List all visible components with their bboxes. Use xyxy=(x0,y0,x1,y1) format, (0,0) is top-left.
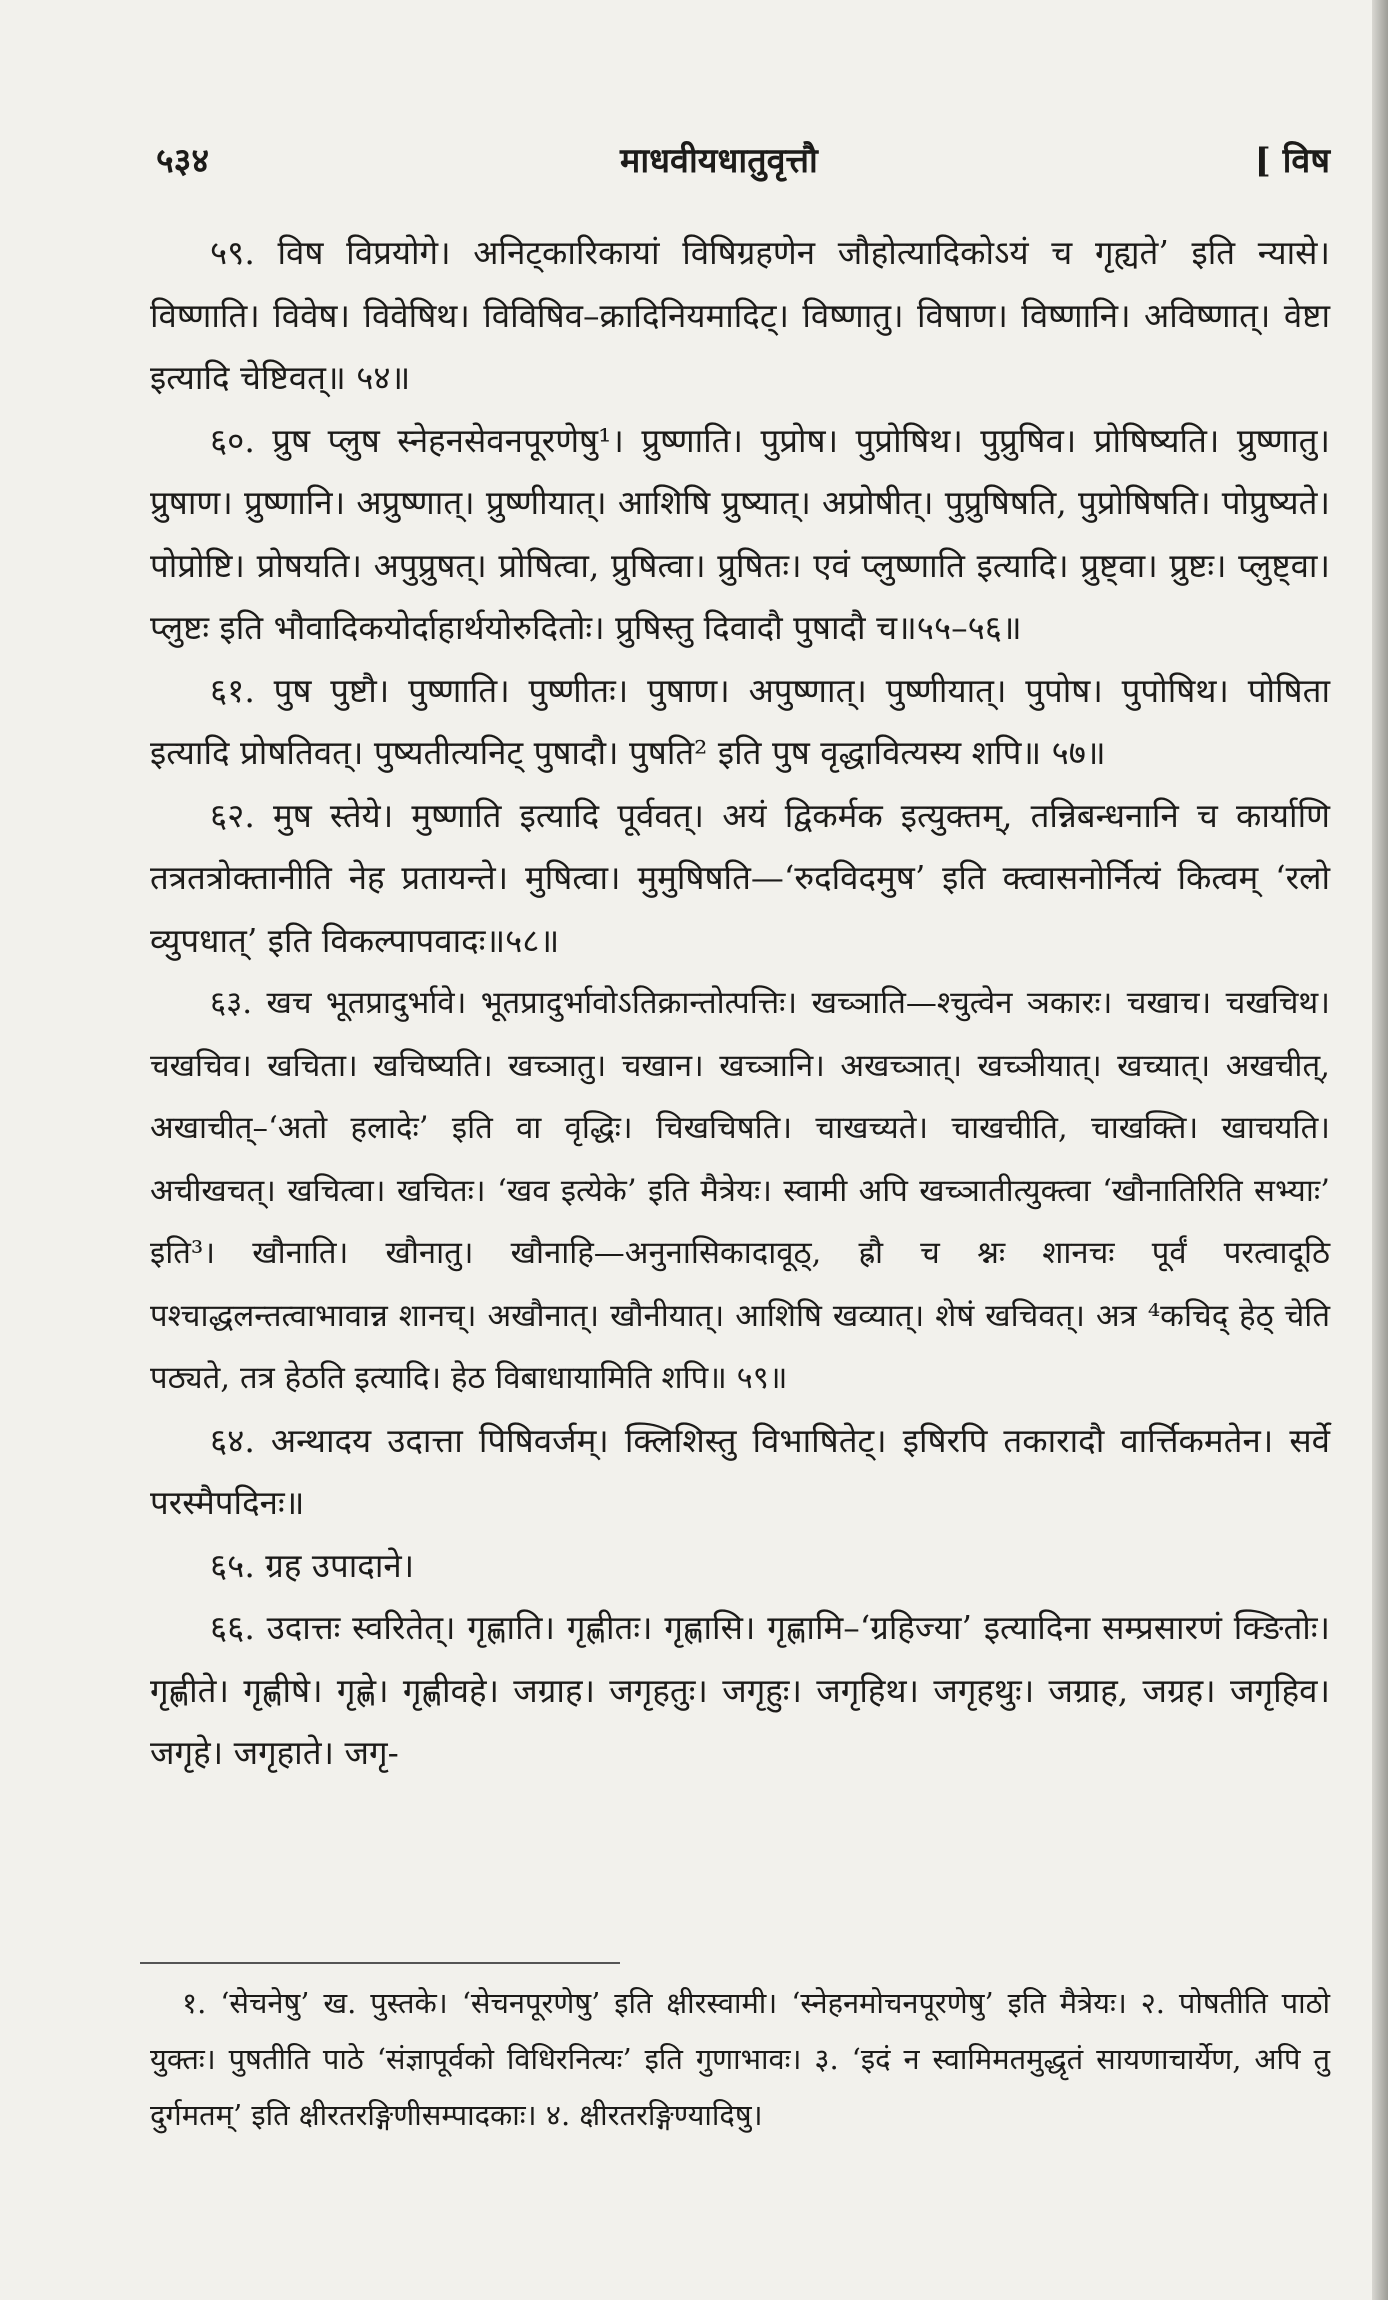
paragraph-60: ६०. प्रुष प्लुष स्नेहनसेवनपूरणेषु¹। प्रुष्णाति। पुप्रोष। पुप्रोषिथ। पुप्रुषिव। प्रोषिष्यति। प्रुष्णातु। प्रुषाण। प्रुष्णानि। अप्रुष्णात्। प्रुष्णीयात्। आशिषि प्रुष्यात्। अप्रोषीत्। पुप्रुषिषति, पुप्रोषिषति। पोप्रुष्यते। पोप्रोष्टि। प्रोषयति। अपुप्रुषत्। प्रोषित्वा, प्रुषित्वा। प्रुषितः। एवं प्लुष्णाति इत्यादि। प्रुष्ट्वा। प्रुष्टः। प्लुष्ट्वा। प्लुष्टः इति भौवादिकयोर्दाहार्थयोरुदितोः। प्रुषिस्तु दिवादौ पुषादौ च॥५५–५६॥ xyxy=(150,420,1330,647)
footnote-text: १. ‘सेचनेषु’ ख. पुस्तके। ‘सेचनपूरणेषु’ इति क्षीरस्वामी। ‘स्नेहनमोचनपूरणेषु’ इति मैत्रेयः। २. पोषतीति पाठो युक्तः। पुषतीति पाठे ‘संज्ञापूर्वको विधिरनित्यः’ इति गुणाभावः। ३. ‘इदं न स्वामिमतमुद्धृतं सायणाचार्येण, अपि तु दुर्गमतम्’ इति क्षीरतरङ्गिणीसम्पादकाः। ४. क्षीरतरङ्गिण्यादिषु। xyxy=(150,1986,1330,2132)
paragraph-61: ६१. पुष पुष्टौ। पुष्णाति। पुष्णीतः। पुषाण। अपुष्णात्। पुष्णीयात्। पुपोष। पुपोषिथ। पोषिता इत्यादि प्रोषतिवत्। पुष्यतीत्यनिट् पुषादौ। पुषति² इति पुष वृद्धावित्यस्य शपि॥ ५७॥ xyxy=(150,670,1330,772)
paragraph-64: ६४. अन्थादय उदात्ता पिषिवर्जम्। क्लिशिस्तु विभाषितेट्। इषिरपि तकारादौ वार्त्तिकमतेन। सर्वे परस्मैपदिनः॥ xyxy=(150,1420,1330,1522)
page-number: ५३४ xyxy=(156,141,210,181)
paragraph-59: ५९. विष विप्रयोगे। अनिट्कारिकायां विषिग्रहणेन जौहोत्यादिकोऽयं च गृह्यते’ इति न्यासे। विष्णाति। विवेष। विवेषिथ। विविषिव–क्रादिनियमादिट्। विष्णातु। विषाण। विष्णानि। अविष्णात्। वेष्टा इत्यादि चेष्टिवत्॥ ५४॥ xyxy=(150,233,1330,397)
page-gutter-shadow xyxy=(1372,0,1388,2300)
main-text xyxy=(150,222,1330,1785)
paragraph-66: ६६. उदात्तः स्वरितेत्। गृह्णाति। गृह्णीतः। गृह्णासि। गृह्णामि–‘ग्रहिज्या’ इत्यादिना सम्प्रसारणं क्ङितोः। गृह्णीते। गृह्णीषे। गृह्णे। गृह्णीवहे। जग्राह। जगृहतुः। जगृहुः। जगृहिथ। जगृहथुः। जग्राह, जग्रह। जगृहिव। जगृहे। जगृहाते। जगृ- xyxy=(150,1608,1330,1772)
footnotes xyxy=(150,1975,1330,2143)
paragraph-62: ६२. मुष स्तेये। मुष्णाति इत्यादि पूर्ववत्। अयं द्विकर्मक इत्युक्तम्, तन्निबन्धनानि च कार्याणि तत्रतत्रोक्तानीति नेह प्रतायन्ते। मुषित्वा। मुमुषिषति—‘रुदविदमुष’ इति क्त्वासनोर्नित्यं कित्वम् ‘रलो व्युपधात्’ इति विकल्पापवादः॥५८॥ xyxy=(150,795,1330,960)
running-title: माधवीयधातुवृत्तौ xyxy=(620,141,818,181)
footnote-separator xyxy=(140,1962,620,1964)
paragraph-63: ६३. खच भूतप्रादुर्भावे। भूतप्रादुर्भावोऽतिक्रान्तोत्पत्तिः। खच्ञाति—श्चुत्वेन ञकारः। चखाच। चखचिथ। चखचिव। खचिता। खचिष्यति। खच्ञातु। चखान। खच्ञानि। अखच्ञात्। खच्ञीयात्। खच्यात्। अखचीत्, अखाचीत्–‘अतो हलादेः’ इति वा वृद्धिः। चिखचिषति। चाखच्यते। चाखचीति, चाखक्ति। खाचयति। अचीखचत्। खचित्वा। खचितः। ‘खव इत्येके’ इति मैत्रेयः। स्वामी अपि खच्ञातीत्युक्त्वा ‘खौनातिरिति सभ्याः’ इति³। खौनाति। खौनातु। खौनाहि—अनुनासिकादावूठ्, ह्रौ च श्नः शानचः पूर्वं परत्वादूठि पश्चाद्धलन्तत्वाभावान्न शानच्। अखौनात्। खौनीयात्। आशिषि खव्यात्। शेषं खचिवत्। अत्र ⁴कचिद् हेठ् चेति पठ्यते, तत्र हेठति इत्यादि। हेठ विबाधायामिति शपि॥ ५९॥ xyxy=(150,985,1330,1396)
running-header-right: [ विष xyxy=(1254,141,1330,181)
running-header xyxy=(150,130,1330,190)
paragraph-65: ६५. ग्रह उपादाने। xyxy=(210,1545,415,1585)
